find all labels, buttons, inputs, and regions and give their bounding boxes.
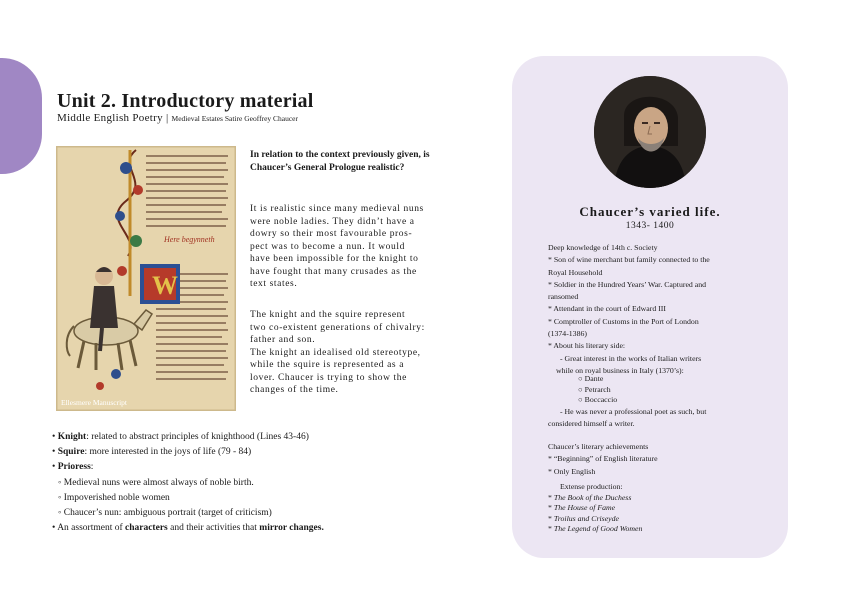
works-list [548, 482, 780, 535]
text-line: have fought that many crusades as the [250, 266, 417, 277]
fact-line: * Only English [548, 466, 596, 476]
svg-text:Here begynneth: Here begynneth [164, 235, 215, 244]
fact-line: * “Beginning” of English literature [548, 454, 658, 464]
list-item: • An assortment of characters and their activities that mirror changes. [52, 523, 324, 534]
production-title: Extense production: [560, 482, 623, 491]
text-line: have been impossible for the knight to [250, 254, 419, 264]
card-title: Chaucer’s varied life. [579, 204, 721, 219]
fact-line: * Son of wine merchant but family connected to the [548, 255, 710, 265]
list-item: • Knight: related to abstract principles of knighthood (Lines 43-46) [52, 432, 309, 442]
subtitle-main: Middle English Poetry | [57, 112, 169, 124]
page-subtitle [57, 112, 298, 124]
text-line: It is realistic since many medieval nuns [250, 204, 424, 214]
text-line: text states. [250, 279, 298, 289]
paragraph-realism [250, 203, 460, 291]
fact-line: * Comptroller of Customs in the Port of London [548, 316, 699, 326]
subtitle-topics: Medieval Estates Satire Geoffrey Chaucer [171, 114, 299, 123]
chaucer-portrait [594, 76, 706, 188]
text-line: The knight an idealised old stereotype, [250, 347, 421, 358]
fact-line: - Great interest in the works of Italian writers [560, 353, 702, 363]
fact-line: * Attendant in the court of Edward III [548, 304, 666, 314]
manuscript-illustration [56, 146, 236, 411]
fact-line: while on royal business in Italy (1370’s): [556, 365, 684, 375]
fact-line: ransomed [548, 292, 579, 302]
card-dates: 1343- 1400 [625, 221, 675, 231]
text-line: changes of the time. [250, 385, 339, 395]
text-line: dowry so their most favourable pros- [250, 229, 413, 239]
text-line: father and son. [250, 335, 316, 345]
sub-list-item: ◦ Chaucer’s nun: ambiguous portrait (target of criticism) [58, 508, 272, 519]
achievements [548, 441, 780, 478]
list-item: ○ Boccaccio [578, 395, 618, 404]
italian-writers-list [578, 374, 810, 406]
list-item: • Prioress: [52, 462, 94, 473]
page-title: Unit 2. Introductory material [57, 90, 314, 112]
achievements-title: Chaucer’s literary achievements [548, 442, 649, 451]
sub-list-item: ◦ Medieval nuns were almost always of noble birth. [58, 477, 254, 488]
fact-line: * About his literary side: [548, 341, 626, 351]
svg-text:W: W [152, 271, 178, 300]
biography-facts [548, 242, 780, 377]
fact-line: * Soldier in the Hundred Years’ War. Captured and [548, 279, 707, 289]
text-line: The knight and the squire represent [250, 310, 406, 320]
text-line: lover. Chaucer is trying to show the [250, 372, 407, 383]
work-item: * The Book of the Duchess [548, 492, 632, 502]
list-item: • Squire: more interested in the joys of life (79 - 84) [52, 447, 252, 458]
manuscript-caption: Ellesmere Manuscript [61, 398, 128, 407]
question-heading: In relation to the context previously given, is Chaucer’s General Prologue realistic? [250, 150, 430, 173]
list-item: ○ Dante [578, 374, 604, 383]
work-item: * The Legend of Good Women [548, 524, 643, 533]
fact-line: Deep knowledge of 14th c. Society [548, 243, 658, 252]
ellesmere-manuscript-image [56, 146, 236, 411]
fact-line: Royal Household [548, 267, 603, 277]
work-item: * Troilus and Criseyde [548, 513, 619, 523]
text-line: pect was to become a nun. It would [250, 241, 405, 252]
fact-line: - He was never a professional poet as such, but [560, 407, 707, 416]
fact-line: (1374-1386) [548, 329, 587, 339]
work-item: * The House of Fame [548, 503, 616, 512]
fact-line: considered himself a writer. [548, 419, 635, 429]
text-line: two co-existent generations of chivalry: [250, 322, 425, 333]
text-line: were noble ladies. They didn’t have a [250, 216, 415, 227]
list-item: ○ Petrarch [578, 384, 611, 394]
paragraph-chivalry [250, 309, 460, 397]
accent-tab [0, 58, 42, 174]
character-bullet-list [52, 430, 472, 536]
portrait-illustration [594, 76, 706, 188]
sub-list-item: ◦ Impoverished noble women [58, 492, 170, 503]
literary-note [548, 406, 780, 431]
text-line: while the squire is represented as a [250, 360, 405, 370]
